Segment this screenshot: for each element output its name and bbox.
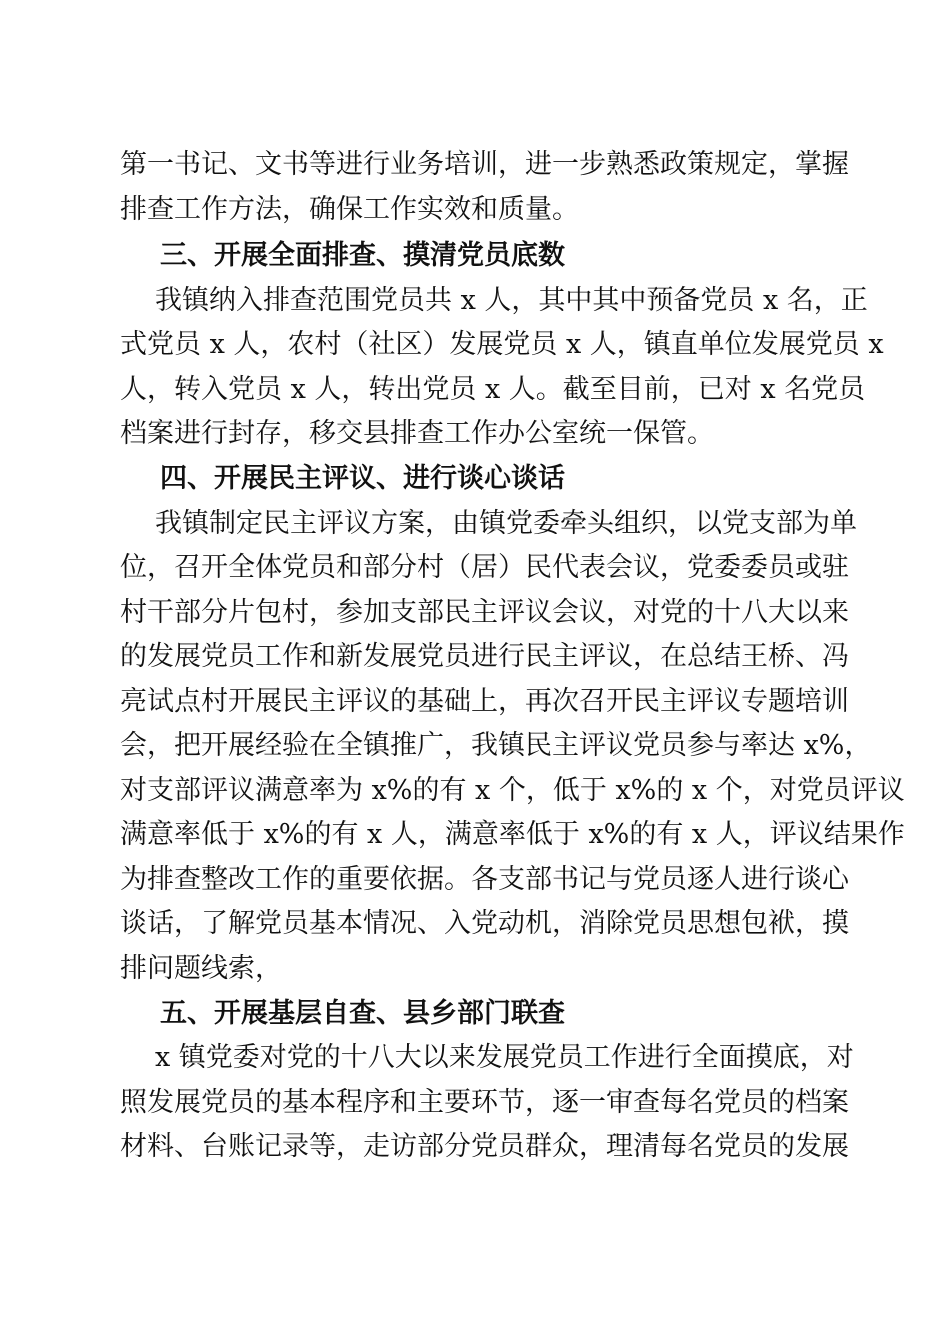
section-heading-4: 四、开展民主评议、进行谈心谈话 — [160, 463, 565, 494]
paragraph-line: 式党员 x 人，农村（社区）发展党员 x 人，镇直单位发展党员 x — [120, 329, 884, 360]
section-heading-5: 五、开展基层自查、县乡部门联查 — [160, 998, 565, 1029]
paragraph-line: 村干部分片包村，参加支部民主评议会议，对党的十八大以来 — [120, 597, 849, 628]
paragraph-line: 满意率低于 x%的有 x 人，满意率低于 x%的有 x 人，评议结果作 — [120, 819, 905, 850]
paragraph-line: 人，转入党员 x 人，转出党员 x 人。截至目前，已对 x 名党员 — [120, 374, 866, 405]
paragraph-line: 谈话，了解党员基本情况、入党动机，消除党员思想包袱，摸 — [120, 908, 849, 939]
paragraph-line: 亮试点村开展民主评议的基础上，再次召开民主评议专题培训 — [120, 686, 849, 717]
paragraph-line: 我镇制定民主评议方案，由镇党委牵头组织，以党支部为单 — [155, 508, 857, 539]
paragraph-line: 材料、台账记录等，走访部分党员群众，理清每名党员的发展 — [120, 1131, 849, 1162]
paragraph-line: 位，召开全体党员和部分村（居）民代表会议，党委委员或驻 — [120, 552, 849, 583]
paragraph-line: 对支部评议满意率为 x%的有 x 个，低于 x%的 x 个，对党员评议 — [120, 775, 905, 806]
paragraph-line: 我镇纳入排查范围党员共 x 人，其中其中预备党员 x 名，正 — [155, 285, 868, 316]
paragraph-line: 档案进行封存，移交县排查工作办公室统一保管。 — [120, 418, 714, 449]
section-heading-3: 三、开展全面排查、摸清党员底数 — [160, 240, 565, 271]
paragraph-line: 排问题线索， — [120, 953, 282, 984]
paragraph-line: 照发展党员的基本程序和主要环节，逐一审查每名党员的档案 — [120, 1087, 849, 1118]
paragraph-line: x 镇党委对党的十八大以来发展党员工作进行全面摸底，对 — [155, 1042, 854, 1073]
paragraph-line: 的发展党员工作和新发展党员进行民主评议，在总结王桥、冯 — [120, 641, 849, 672]
paragraph-line: 会，把开展经验在全镇推广，我镇民主评议党员参与率达 x%， — [120, 730, 872, 761]
paragraph-line: 为排查整改工作的重要依据。各支部书记与党员逐人进行谈心 — [120, 864, 849, 895]
paragraph-line: 第一书记、文书等进行业务培训，进一步熟悉政策规定，掌握 — [120, 149, 849, 180]
paragraph-line: 排查工作方法，确保工作实效和质量。 — [120, 194, 579, 225]
